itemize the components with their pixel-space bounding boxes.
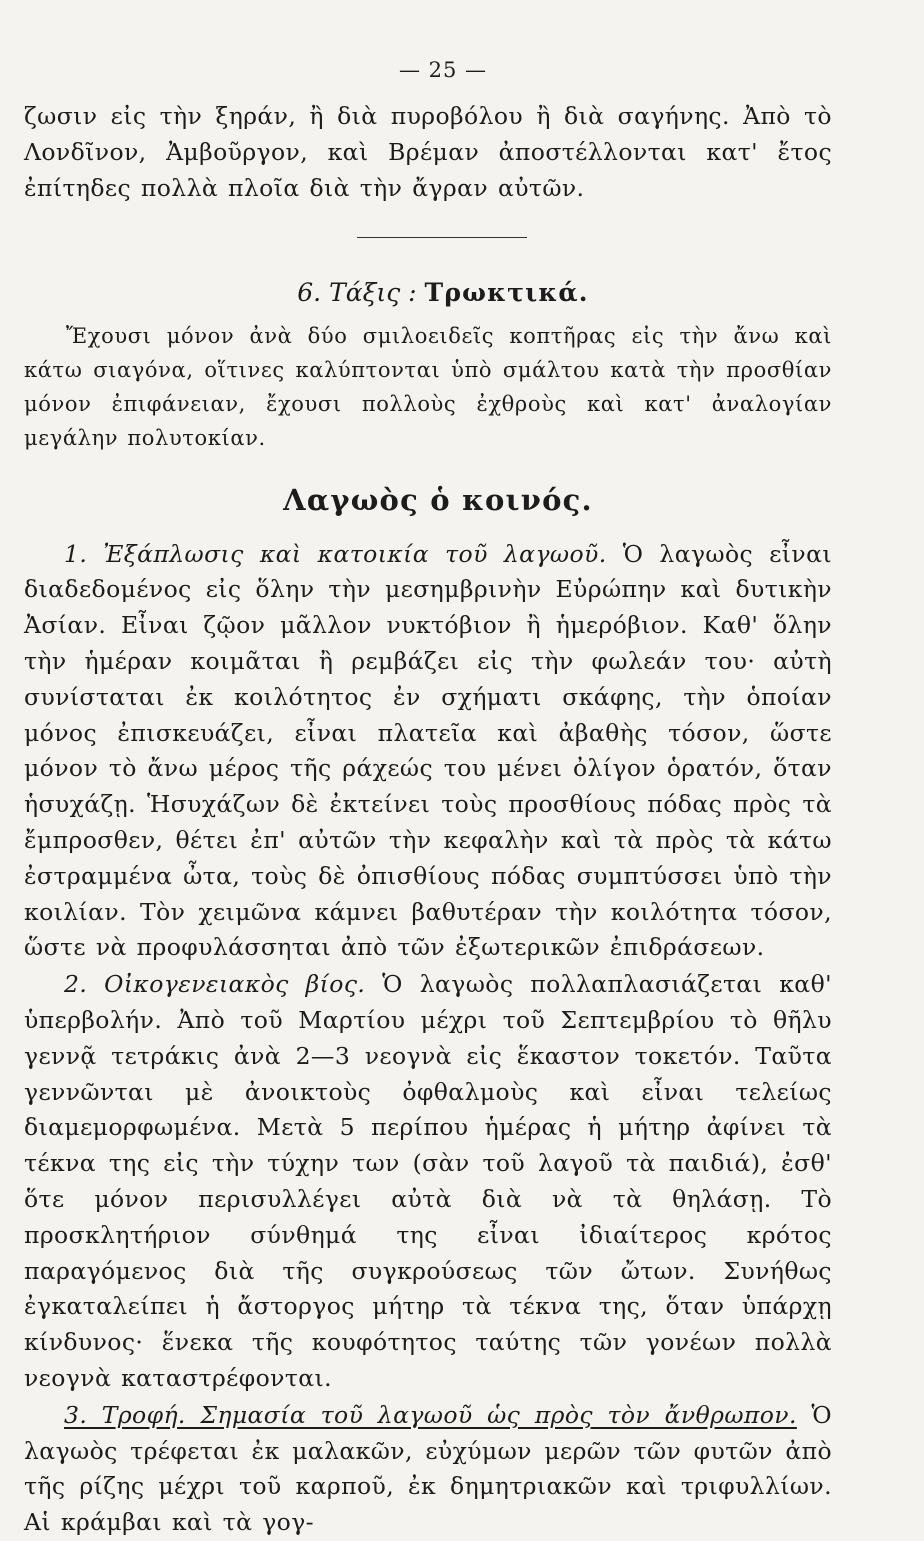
section-family-life [24,967,832,1397]
section-text: Ὁ λαγωὸς εἶναι διαδεδομένος εἰς ὅλην τὴν μεσημβρινὴν Εὐρώπην καὶ δυτικὴν Ἀσίαν. Εἶναι ζῷον μᾶλλον νυκτόβιον ἢ ἡμερόβιον. Καθ' ὅλην τὴν ἡμέραν κοιμᾶται ἢ ρεμβάζει εἰς τὴν φωλεάν του· αὐτὴ συνίσταται ἐκ κοιλότητος ἐν σχήματι σκάφης, τὴν ὁποίαν μόνος ἐπισκευάζει, εἶναι πλατεῖα καὶ ἀβαθὴς τόσον, ὥστε μόνον τὸ ἄνω μέρος τῆς ράχεώς του μένει ὀλίγον ὁρατόν, ὅταν ἡσυχάζῃ. Ἡσυχάζων δὲ ἐκτείνει τοὺς προσθίους πόδας πρὸς τὰ ἔμπροσθεν, θέτει ἐπ' αὐτῶν τὴν κεφαλὴν καὶ τὰ πρὸς τὰ κάτω ἐστραμμένα ὦτα, τοὺς δὲ ὀπισθίους πόδας συμπτύσσει ὑπὸ τὴν κοιλίαν. Τὸν χειμῶνα κάμνει βαθυτέραν τὴν κοιλότητα τόσον, ὥστε νὰ προφυλάσσηται ἀπὸ τῶν ἐξωτερικῶν ἐπιδράσεων. [24,539,832,962]
section-heading: 3. Τροφή. Σημασία τοῦ λαγωοῦ ὡς πρὸς τὸν ἄνθρωπον. [64,1400,797,1429]
order-description: Ἔχουσι μόνον ἀνὰ δύο σμιλοειδεῖς κοπτῆρας εἰς τὴν ἄνω καὶ κάτω σιαγόνα, οἵτινες καλύπτονται ὑπὸ σμάλτου κατὰ τὴν προσθίαν μόνον ἐπιφάνειαν, ἔχουσι πολλοὺς ἐχθροὺς καὶ κατ' ἀναλογίαν μεγάλην πολυτοκίαν. [24,323,832,450]
order-heading-number: 6. Τάξις : [297,277,417,307]
intro-paragraph: ζωσιν εἰς τὴν ξηράν, ἢ διὰ πυροβόλου ἢ διὰ σαγήνης. Ἀπὸ τὸ Λονδῖνον, Ἀμβοῦργον, καὶ Βρέμαν ἀποστέλλονται κατ' ἔτος ἐπίτηδες πολλὰ πλοῖα διὰ τὴν ἄγραν αὐτῶν. [24,102,832,203]
page-number: — 25 — [398,58,488,82]
section-distribution [24,537,832,967]
section-divider [357,237,527,238]
order-heading-name: Τρωκτικά. [424,277,589,307]
section-heading: 2. Οἰκογενειακὸς βίος. [64,970,366,999]
section-text: Ὁ λαγωὸς τρέφεται ἐκ μαλακῶν, εὐχύμων μερῶν τῶν φυτῶν ἀπὸ τῆς ρίζης μέχρι τοῦ καρποῦ, ἐκ δημητριακῶν καὶ τριφυλλίων. Αἱ κράμβαι καὶ τὰ γογ- [24,1400,833,1537]
species-heading: Λαγωὸς ὁ κοινός. [283,482,593,517]
order-heading [24,278,832,307]
section-food [24,1398,832,1541]
section-text: Ὁ λαγωὸς πολλαπλασιάζεται καθ' ὑπερβολήν. Ἀπὸ τοῦ Μαρτίου μέχρι τοῦ Σεπτεμβρίου τὸ θῆλυ γεννᾷ τετράκις ἀνὰ 2—3 νεογνὰ εἰς ἕκαστον τοκετόν. Ταῦτα γεννῶνται μὲ ἀνοικτοὺς ὀφθαλμοὺς καὶ εἶναι τελείως διαμεμορφωμένα. Μετὰ 5 περίπου ἡμέρας ἡ μήτηρ ἀφίνει τὰ τέκνα της εἰς τὴν τύχην των (σὰν τοῦ λαγοῦ τὰ παιδιά), ἐσθ' ὅτε μόνον περισυλλέγει αὐτὰ διὰ νὰ τὰ θηλάσῃ. Τὸ προσκλητήριον σύνθημά της εἶναι ἰδιαίτερος κρότος παραγόμενος διὰ τῆς συγκρούσεως τῶν ὤτων. Συνήθως ἐγκαταλείπει ἡ ἄστοργος μήτηρ τὰ τέκνα της, ὅταν ὑπάρχῃ κίνδυνος· ἕνεκα τῆς κουφότητος ταύτης τῶν γονέων πολλὰ νεογνὰ καταστρέφονται. [24,970,832,1392]
section-heading: 1. Ἐξάπλωσις καὶ κατοικία τοῦ λαγωοῦ. [64,539,607,568]
